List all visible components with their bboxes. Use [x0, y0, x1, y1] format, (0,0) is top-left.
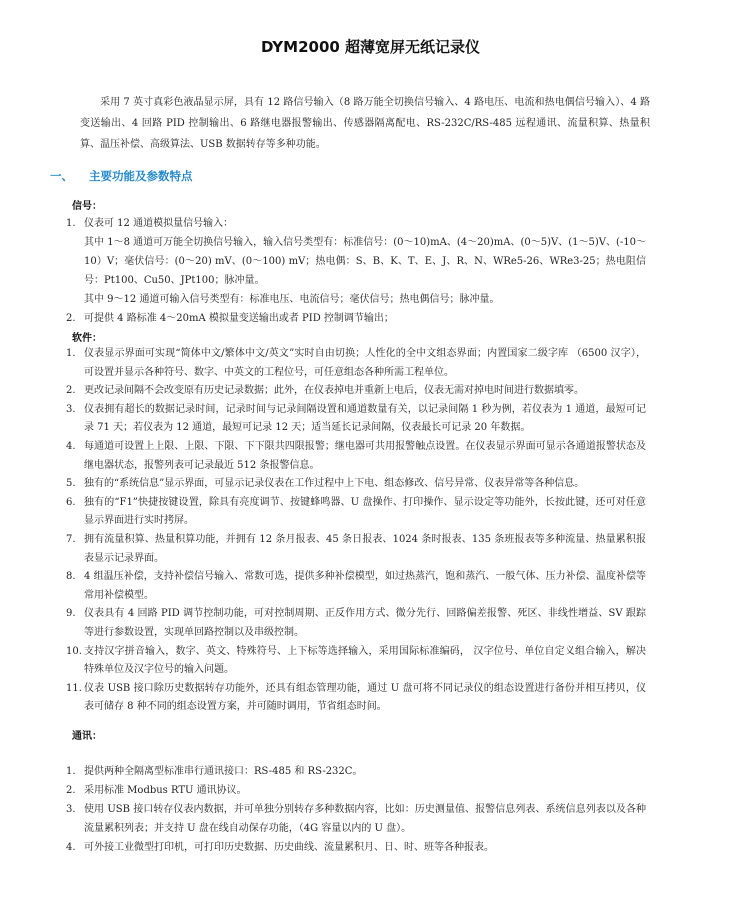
list-item	[66, 214, 646, 233]
item-number: 3.	[66, 804, 76, 815]
item-text: 采用标准 Modbus RTU 通讯协议。	[84, 785, 247, 796]
intro-paragraph: 采用 7 英寸真彩色液晶显示屏，具有 12 路信号输入（8 路万能全切换信号输入、4 路电压、电流和热电偶信号输入）、4 路变送输出、4 回路 PID 控制输出、6 路继电器报警输出、传感器隔离配电、RS-232C/RS-485 远程通讯、流量积算、热量积算、温压补偿、高级算法、USB 数据转存等多种功能。	[80, 97, 650, 150]
list-item	[66, 345, 646, 382]
list-item	[66, 531, 646, 568]
list-item	[66, 568, 646, 605]
list-item	[66, 680, 646, 717]
software-heading: 软件：	[72, 333, 102, 344]
item-text: 拥有流量积算、热量积算功能，并拥有 12 条月报表、45 条日报表、1024 条时报表、135 条班报表等多种流量、热量累积报表显示记录界面。	[84, 533, 646, 564]
item-text: 仪表显示界面可实现“简体中文/繁体中文/英文”实时自由切换；人性化的全中文组态界面；内置国家二级字库 （6500 汉字），可设置并显示各种符号、数字、中英文的工程位号，可任意组态各种所需工程单位。	[84, 348, 646, 378]
signal-sub-line: 其中 1～8 通道可万能全切换信号输入，输入信号类型有：标准信号：(0～10)mA、(4～20)mA、(0～5)V、(1～5)V、(-10～10）V；毫伏信号：(0～20) mV、(0～100) mV；热电偶：S、B、K、T、E、J、R、N、WRe5-26、WRe3-25；热电阻信号：Pt100、Cu50、JPt100；脉冲量。	[84, 237, 646, 286]
list-item	[66, 475, 646, 494]
item-text: 独有的“系统信息”显示界面，可显示记录仪表在工作过程中上下电、组态修改、信号异常、仪表异常等各种信息。	[84, 478, 585, 490]
item-text: 4 组温压补偿，支持补偿信号输入、常数可选，提供多种补偿模型，如过热蒸汽，饱和蒸汽、一般气体、压力补偿、温度补偿等常用补偿模型。	[84, 571, 646, 601]
item-number: 2.	[66, 785, 76, 796]
item-text: 每通道可设置上上限、上限、下限、下下限共四限报警；继电器可共用报警触点设置。在仪表显示界面可显示各通道报警状态及继电器状态，报警列表可记录最近 512 条报警信息。	[84, 440, 646, 471]
list-item	[66, 382, 646, 401]
signal-sub-line: 其中 9～12 通道可输入信号类型有：标准电压、电流信号；毫伏信号；热电偶信号；脉冲量。	[84, 294, 500, 305]
section-heading	[50, 168, 193, 184]
comm-list	[66, 762, 646, 857]
comm-heading: 通讯：	[72, 731, 102, 742]
list-item	[66, 309, 646, 328]
list-item	[66, 838, 646, 857]
signal-heading: 信号：	[72, 201, 102, 212]
item-text: 可提供 4 路标准 4～20mA 模拟量变送输出或者 PID 控制调节输出；	[84, 313, 394, 324]
item-number: 8.	[66, 571, 76, 583]
item-text: 仪表可 12 通道模拟量信号输入：	[84, 218, 234, 229]
software-list	[66, 345, 646, 717]
item-text: 仪表拥有超长的数据记录时间，记录时间与记录间隔设置和通道数量有关，以记录间隔 1 秒为例，若仪表为 1 通道，最短可记录 71 天；若仪表为 12 通道，最短可记录 12 天；适当延长记录间隔，仪表最长可记录 20 年数据。	[84, 403, 646, 434]
item-number: 3.	[66, 403, 76, 415]
list-item	[66, 643, 646, 680]
item-text: 使用 USB 接口转存仪表内数据，并可单独分别转存多种数据内容，比如：历史测量值、报警信息列表、系统信息列表以及各种流量累积列表；并支持 U 盘在线自动保存功能，（4G 容量以内的 U 盘）。	[84, 804, 646, 834]
document-title: DYM2000 超薄宽屏无纸记录仪	[260, 38, 481, 56]
item-number: 1.	[66, 766, 76, 777]
list-item	[66, 438, 646, 475]
item-number: 5.	[66, 478, 76, 490]
item-number: 11.	[66, 682, 82, 694]
list-item	[66, 781, 646, 800]
item-number: 1.	[66, 218, 76, 229]
list-item	[66, 494, 646, 531]
item-text: 仪表 USB 接口除历史数据转存功能外，还具有组态管理功能，通过 U 盘可将不同记录仪的组态设置进行备份并相互拷贝，仪表可储存 8 种不同的组态设置方案，并可随时调用，节省组态时间。	[84, 682, 646, 713]
section-number: 一、	[50, 169, 73, 183]
item-number: 9.	[66, 608, 76, 620]
item-number: 2.	[66, 313, 76, 324]
item-text: 提供两种全隔离型标准串行通讯接口：RS-485 和 RS-232C。	[84, 766, 363, 777]
item-number: 10.	[66, 645, 82, 657]
item-number: 6.	[66, 496, 76, 508]
item-text: 独有的“F1”快捷按键设置，除具有亮度调节、按键蜂鸣器、U 盘操作、打印操作、显示设定等功能外，长按此键，还可对任意显示界面进行实时拷屏。	[84, 496, 646, 527]
list-item	[66, 800, 646, 838]
item-number: 4.	[66, 842, 76, 853]
item-number: 7.	[66, 533, 76, 545]
item-text: 仪表具有 4 回路 PID 调节控制功能，可对控制周期、正反作用方式、微分先行、回路偏差报警、死区、非线性增益、SV 跟踪等进行参数设置，实现单回路控制以及串级控制。	[84, 608, 646, 638]
item-text: 支持汉字拼音输入，数字、英文、特殊符号、上下标等选择输入，采用国际标准编码， 汉字位号、单位自定义组合输入，解决特殊单位及汉字位号的输入问题。	[84, 645, 646, 676]
item-number: 4.	[66, 440, 76, 452]
item-number: 2.	[66, 385, 76, 397]
list-item	[66, 401, 646, 438]
item-number: 1.	[66, 348, 76, 359]
signal-sub-lines	[66, 233, 646, 309]
list-item	[66, 605, 646, 642]
signal-list	[66, 214, 646, 328]
item-text: 可外接工业微型打印机，可打印历史数据、历史曲线、流量累积月、日、时、班等各种报表。	[84, 842, 494, 853]
item-text: 更改记录间隔不会改变原有历史记录数据；此外，在仪表掉电并重新上电后，仪表无需对掉电时间进行数据填零。	[84, 385, 584, 397]
list-item	[66, 762, 646, 781]
section-title: 主要功能及参数特点	[89, 169, 193, 183]
